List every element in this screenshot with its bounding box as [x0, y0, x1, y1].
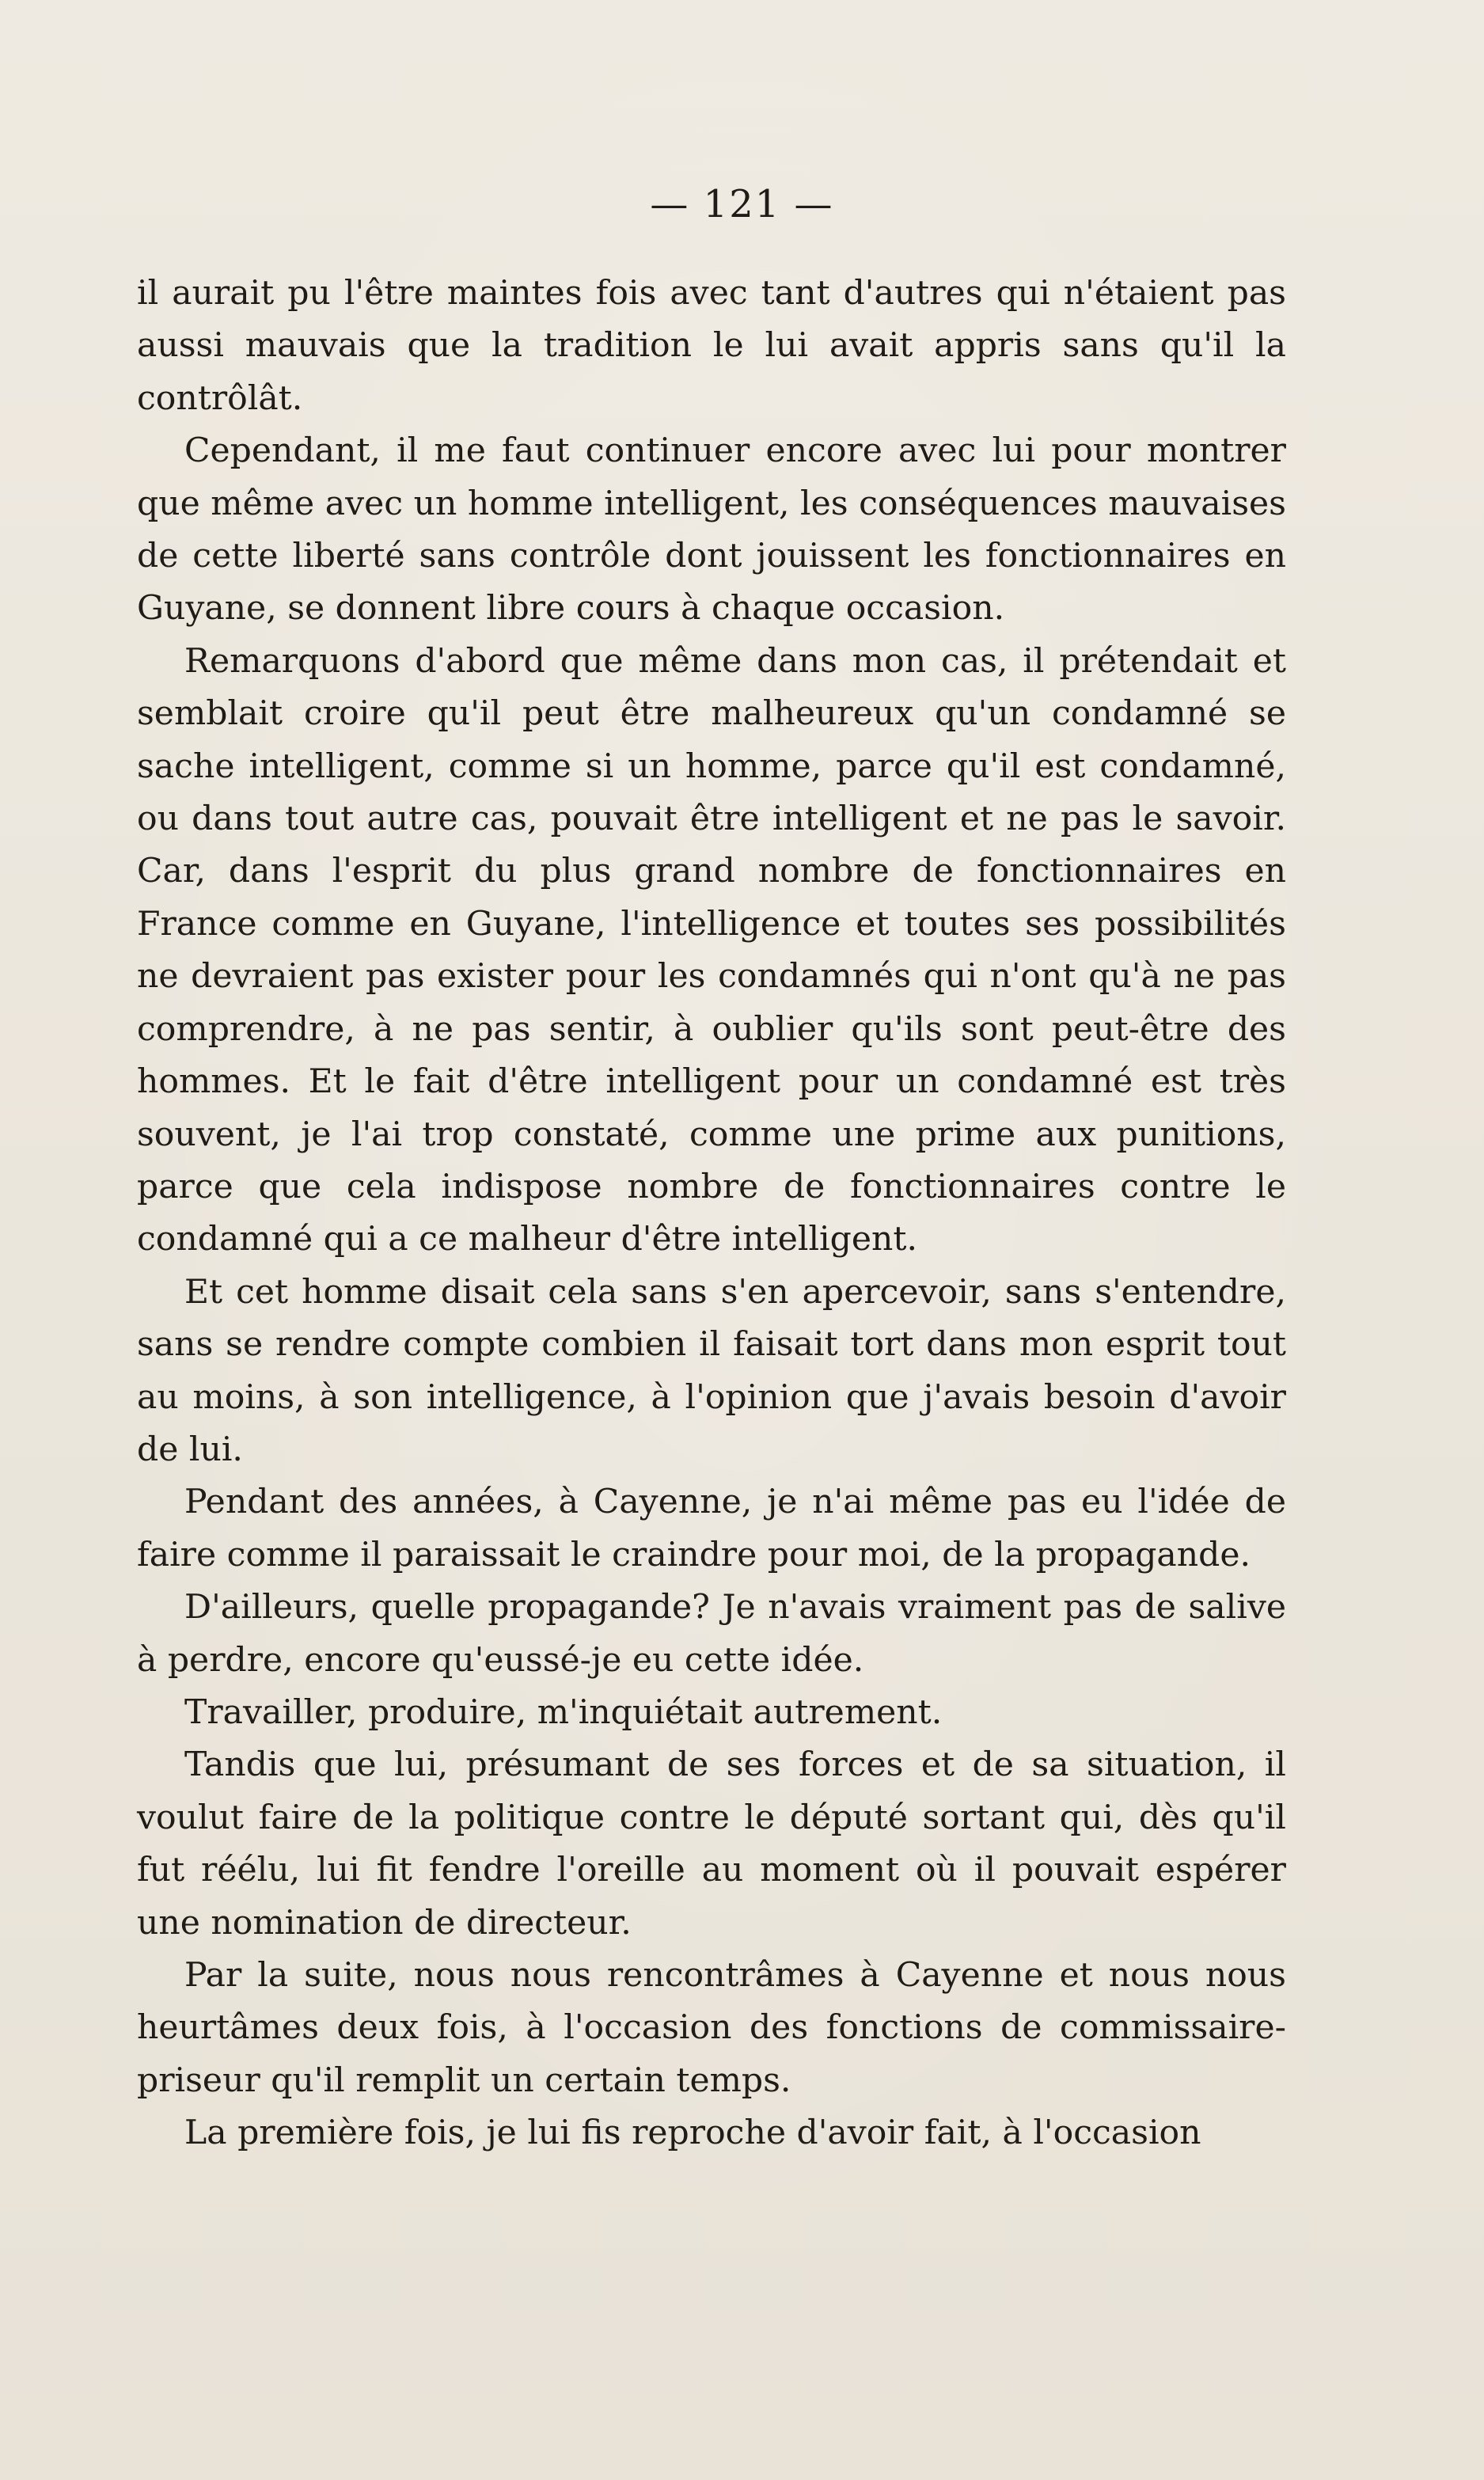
paragraph-3: Remarquons d'abord que même dans mon cas, il prétendait et semblait croire qu'il peut être malheureux qu'un condamné se sache intelligent, comme si un homme, parce qu'il est condamné, ou dans tout autre cas, pouvait être intelligent et ne pas le savoir. Car, dans l'esprit du plus grand nombre de fonctionnaires en France comme en Guyane, l'intelligence et toutes ses possibilités ne devraient pas exister pour les condamnés qui n'ont qu'à ne pas comprendre, à ne pas sentir, à oublier qu'ils sont peut-être des hommes. Et le fait d'être intelligent pour un condamné est très souvent, je l'ai trop constaté, comme une prime aux punitions, parce que cela indispose nombre de fonctionnaires contre le condamné qui a ce malheur d'être intelligent. — [137, 641, 1286, 1259]
paragraph-1: il aurait pu l'être maintes fois avec tant d'autres qui n'étaient pas aussi mauvais que la tradition le lui avait appris sans qu'il la contrôlât. — [137, 274, 1286, 418]
paragraph-9: Par la suite, nous nous rencontrâmes à Cayenne et nous nous heurtâmes deux fois, à l'occasion des fonctions de commissaire-priseur qu'il remplit un certain temps. — [137, 1956, 1286, 2100]
body-text — [137, 268, 1286, 2160]
page-number: — 121 — — [650, 182, 834, 226]
paragraph-8: Tandis que lui, présumant de ses forces et de sa situation, il voulut faire de la politique contre le député sortant qui, dès qu'il fut réélu, lui fit fendre l'oreille au moment où il pouvait espérer une nomination de directeur. — [137, 1745, 1286, 1943]
paragraph-5: Pendant des années, à Cayenne, je n'ai même pas eu l'idée de faire comme il paraissait le craindre pour moi, de la propagande. — [137, 1483, 1286, 1574]
paragraph-7: Travailler, produire, m'inquiétait autrement. — [184, 1692, 943, 1732]
paragraph-6: D'ailleurs, quelle propagande? Je n'avais vraiment pas de salive à perdre, encore qu'eussé-je eu cette idée. — [137, 1588, 1286, 1680]
paragraph-2: Cependant, il me faut continuer encore avec lui pour montrer que même avec un homme intelligent, les conséquences mauvaises de cette liberté sans contrôle dont jouissent les fonctionnaires en Guyane, se donnent libre cours à chaque occasion. — [137, 431, 1286, 629]
paragraph-4: Et cet homme disait cela sans s'en apercevoir, sans s'entendre, sans se rendre compte combien il faisait tort dans mon esprit tout au moins, à son intelligence, à l'opinion que j'avais besoin d'avoir de lui. — [137, 1272, 1286, 1469]
paragraph-10: La première fois, je lui fis reproche d'avoir fait, à l'occasion — [184, 2114, 1201, 2153]
